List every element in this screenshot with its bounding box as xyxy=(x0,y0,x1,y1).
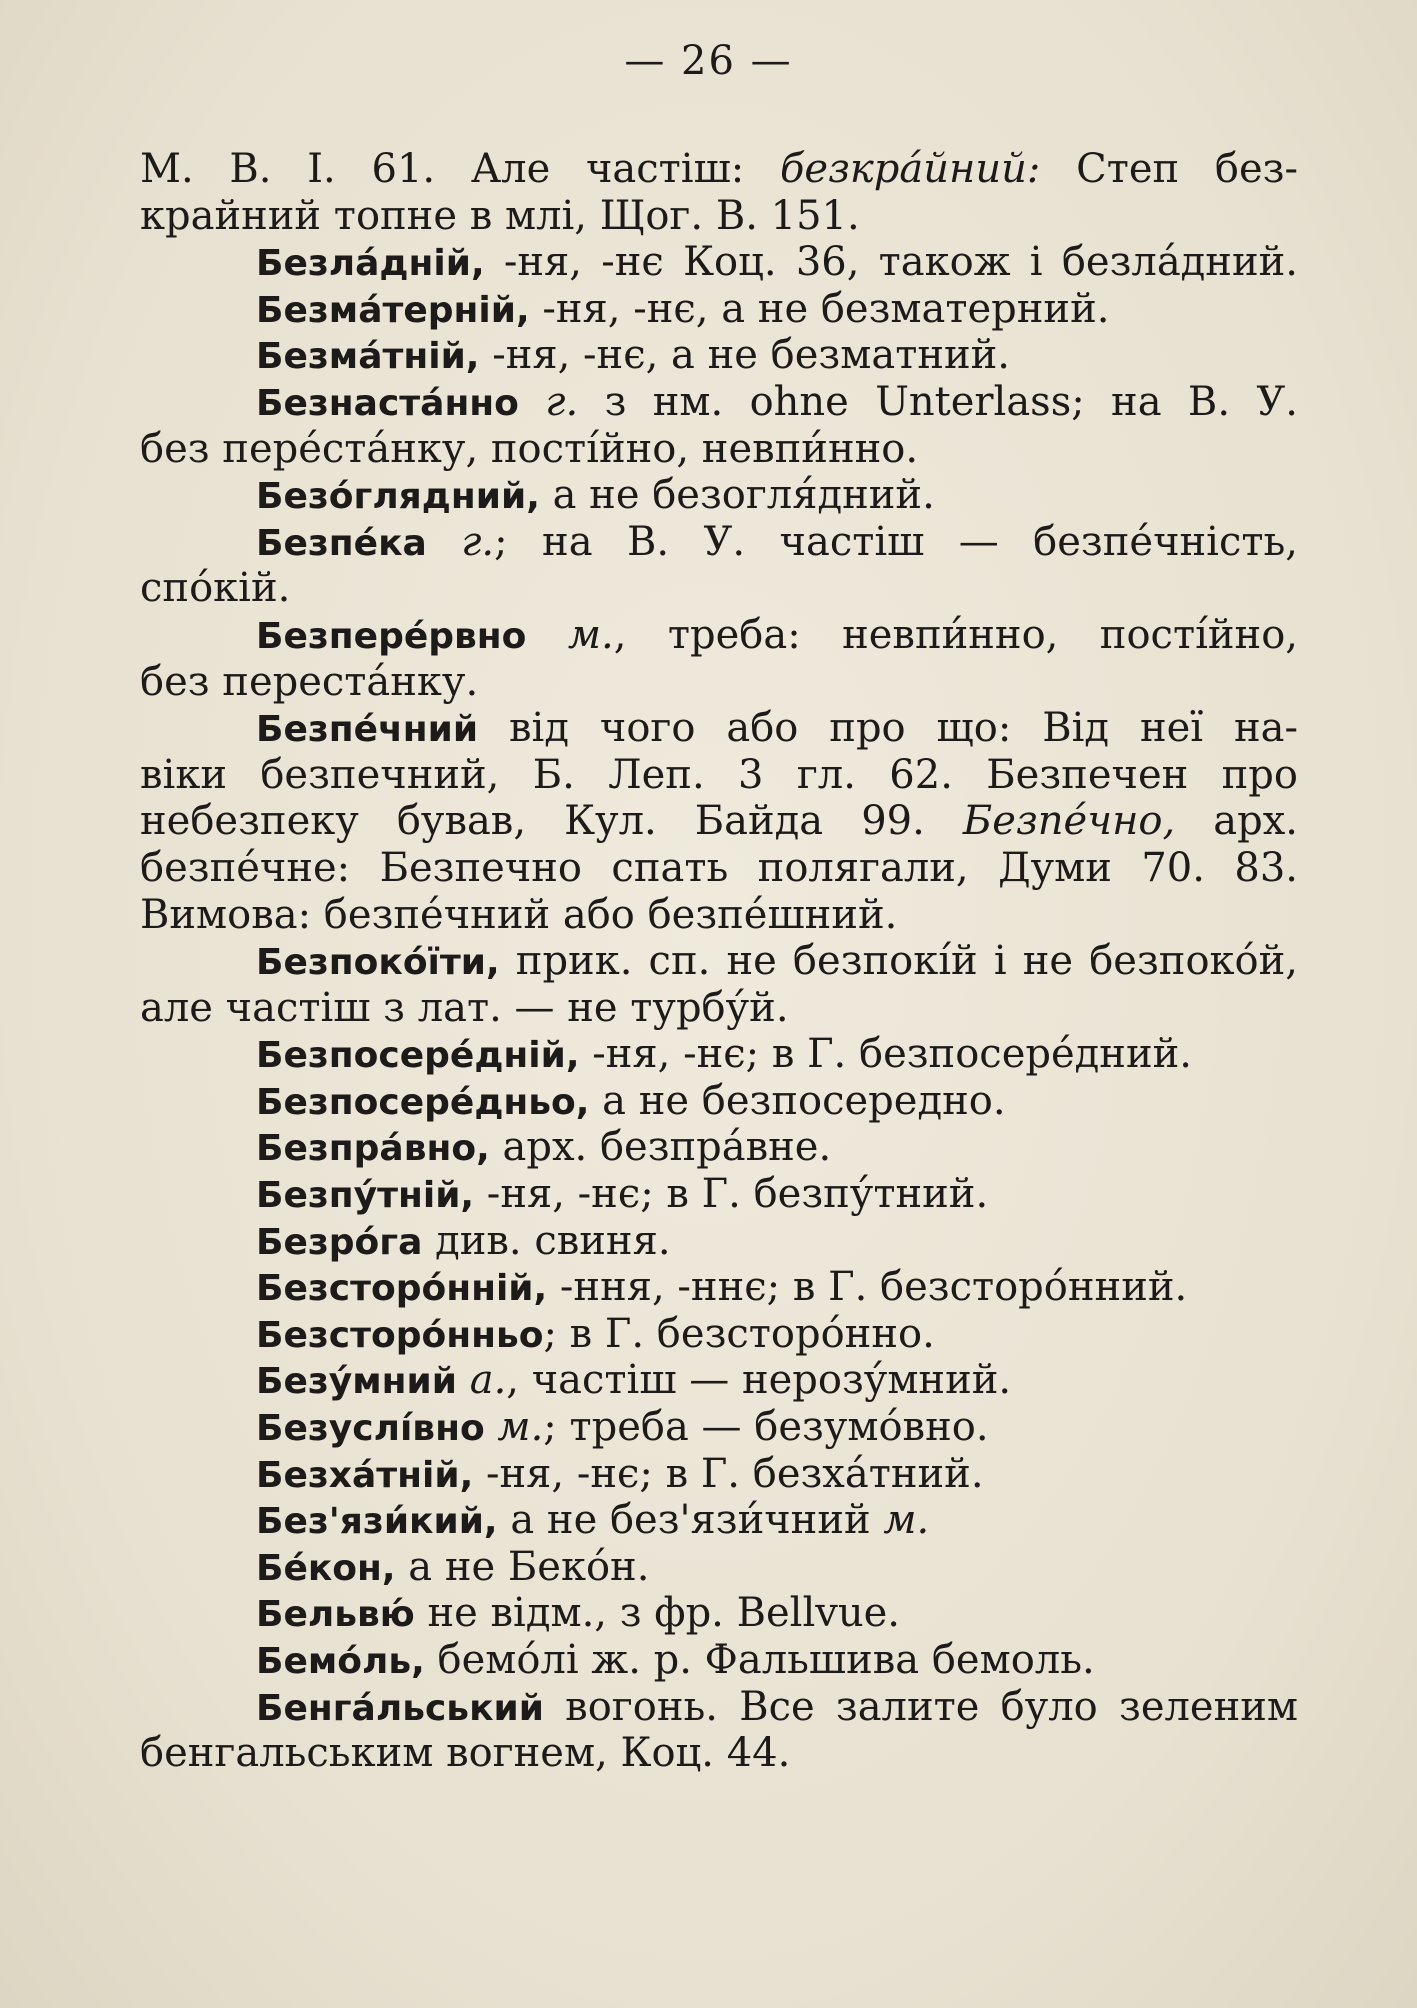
line-text: -ня, -нє, а не безматерний. xyxy=(529,285,1110,332)
italic-note: безкра́йний: xyxy=(780,146,1041,192)
line-text: бемо́лі ж. р. Фальшива бемоль. xyxy=(424,1637,1095,1683)
text-line xyxy=(140,1078,1298,1125)
line-text xyxy=(457,1357,470,1403)
headword: Без'язи́кий, xyxy=(256,1501,498,1543)
line-text: без пере́ста́нку, пості́йно, невпи́нно. xyxy=(140,425,919,472)
headword: Безпоко́їти, xyxy=(256,942,500,984)
text-line xyxy=(140,1497,1298,1544)
line-text: -ння, -ннє; в Г. безсторо́нний. xyxy=(547,1264,1188,1311)
text-line xyxy=(140,1311,1298,1358)
headword: Безпере́рвно xyxy=(256,615,527,657)
headword: Безма́тній, xyxy=(256,336,480,378)
text-line xyxy=(140,1357,1298,1404)
text-line xyxy=(140,1404,1298,1451)
italic-note: м. xyxy=(883,1497,930,1544)
headword: Бенга́льський xyxy=(256,1687,544,1729)
line-text: віки безпечний, Б. Леп. 3 гл. 62. Безпечен про xyxy=(140,751,1298,798)
headword: Безма́терній, xyxy=(256,289,530,331)
text-line xyxy=(140,1730,1298,1777)
line-text: прик. сп. не безпокі́й і не безпоко́й, xyxy=(499,938,1298,985)
text-line xyxy=(140,193,1298,240)
italic-note: а. xyxy=(469,1357,507,1404)
line-text: М. В. І. 61. Але частіш: xyxy=(140,146,780,192)
line-text: Степ без- xyxy=(1040,146,1298,192)
line-text xyxy=(427,519,461,565)
line-text: ; на В. У. частіш — безпе́чність, xyxy=(494,518,1298,565)
headword: Безха́тній, xyxy=(256,1454,474,1496)
headword: Безо́глядний, xyxy=(256,476,540,518)
headword: Безуслі́вно xyxy=(256,1408,485,1450)
headword: Безро́га xyxy=(256,1221,423,1263)
text-line xyxy=(140,705,1298,752)
headword: Безнаста́нно xyxy=(256,382,519,424)
line-text: від чого або про що: Від неї на- xyxy=(478,705,1298,752)
line-text: арх. безпра́вне. xyxy=(489,1124,832,1171)
line-text: -ня, -нє; в Г. безха́тний. xyxy=(473,1450,984,1497)
text-line xyxy=(140,239,1298,286)
headword: Безпу́тній, xyxy=(256,1175,475,1217)
headword: Безпра́вно, xyxy=(256,1128,490,1170)
headword: Безла́дній, xyxy=(256,243,485,285)
line-text: спо́кій. xyxy=(140,565,291,612)
line-text: Вимова: безпе́чний або безпе́шний. xyxy=(140,891,898,938)
text-line xyxy=(140,1218,1298,1265)
line-text: вогонь. Все залите було зеленим xyxy=(543,1683,1298,1730)
line-text: -ня, -нє, а не безматний. xyxy=(479,332,1011,379)
line-text: небезпеку бував, Кул. Байда 99. xyxy=(140,798,963,845)
headword: Бельвю́ xyxy=(256,1594,415,1636)
text-line xyxy=(140,146,1298,193)
text-line xyxy=(140,659,1298,706)
text-line xyxy=(140,985,1298,1032)
headword: Безпе́ка xyxy=(256,522,427,564)
line-text: ; в Г. безсторо́нно. xyxy=(543,1310,935,1357)
line-text: а не безпосередно. xyxy=(589,1077,1006,1124)
line-text: , частіш — нерозу́мний. xyxy=(506,1357,1012,1404)
line-text: -ня, -нє; в Г. безпу́тний. xyxy=(474,1171,989,1218)
line-text: крайний топне в млі, Щог. В. 151. xyxy=(140,192,860,239)
line-text: але частіш з лат. — не турбу́й. xyxy=(140,984,789,1031)
text-line xyxy=(140,332,1298,379)
headword: Безпосере́дньо, xyxy=(256,1081,590,1123)
line-text xyxy=(519,379,545,425)
line-text: ; треба — безумо́вно. xyxy=(543,1404,989,1451)
italic-note: Безпе́чно, xyxy=(962,798,1176,845)
text-line xyxy=(140,286,1298,333)
text-line xyxy=(140,1544,1298,1591)
headword: Безсторо́нній, xyxy=(256,1268,548,1310)
text-line xyxy=(140,519,1298,566)
line-text: з нм. ohne Unterlass; на В. У. xyxy=(578,378,1298,425)
text-line xyxy=(140,1590,1298,1637)
text-line xyxy=(140,845,1298,892)
text-line xyxy=(140,798,1298,845)
italic-note: г. xyxy=(545,378,579,425)
text-line xyxy=(140,565,1298,612)
line-text: -ня, -нє Коц. 36, також і безла́дний. xyxy=(484,239,1298,286)
line-text xyxy=(485,1404,498,1450)
italic-note: м. xyxy=(567,611,614,658)
line-text: див. свиня. xyxy=(422,1217,671,1264)
line-text: , треба: невпи́нно, пості́йно, xyxy=(613,611,1298,658)
line-text xyxy=(526,612,567,658)
dictionary-text xyxy=(140,146,1298,1777)
line-text: не відм., з фр. Bellvue. xyxy=(414,1590,900,1637)
text-line xyxy=(140,426,1298,473)
text-line xyxy=(140,1124,1298,1171)
text-line xyxy=(140,1264,1298,1311)
page-number: — 26 — xyxy=(624,38,793,84)
text-line xyxy=(140,1031,1298,1078)
text-line xyxy=(140,892,1298,939)
text-line xyxy=(140,752,1298,799)
headword: Безу́мний xyxy=(256,1361,457,1403)
text-line xyxy=(140,1451,1298,1498)
text-line xyxy=(140,472,1298,519)
text-line xyxy=(140,1684,1298,1731)
line-text: а не безогля́дний. xyxy=(539,472,935,519)
line-text: а не без'язи́чний xyxy=(497,1497,884,1544)
line-text: а не Беко́н. xyxy=(395,1543,650,1590)
line-text: безпе́чне: Безпечно спать полягали, Думи 70. 83. xyxy=(140,844,1298,891)
italic-note: м. xyxy=(497,1404,544,1451)
line-text: бенгальським вогнем, Коц. 44. xyxy=(140,1730,791,1777)
text-line xyxy=(140,1171,1298,1218)
text-line xyxy=(140,938,1298,985)
italic-note: г. xyxy=(461,518,495,565)
headword: Бемо́ль, xyxy=(256,1641,425,1682)
line-text: -ня, -нє; в Г. безпосере́дний. xyxy=(579,1031,1192,1078)
text-line xyxy=(140,379,1298,426)
headword: Безсторо́нньо xyxy=(256,1314,544,1356)
headword: Бе́кон, xyxy=(256,1547,396,1589)
text-line xyxy=(140,1637,1298,1684)
line-text: без переста́нку. xyxy=(140,658,479,705)
headword: Безпе́чний xyxy=(256,709,479,751)
headword: Безпосере́дній, xyxy=(256,1035,580,1077)
line-text: арх. xyxy=(1175,798,1298,845)
text-line xyxy=(140,612,1298,659)
